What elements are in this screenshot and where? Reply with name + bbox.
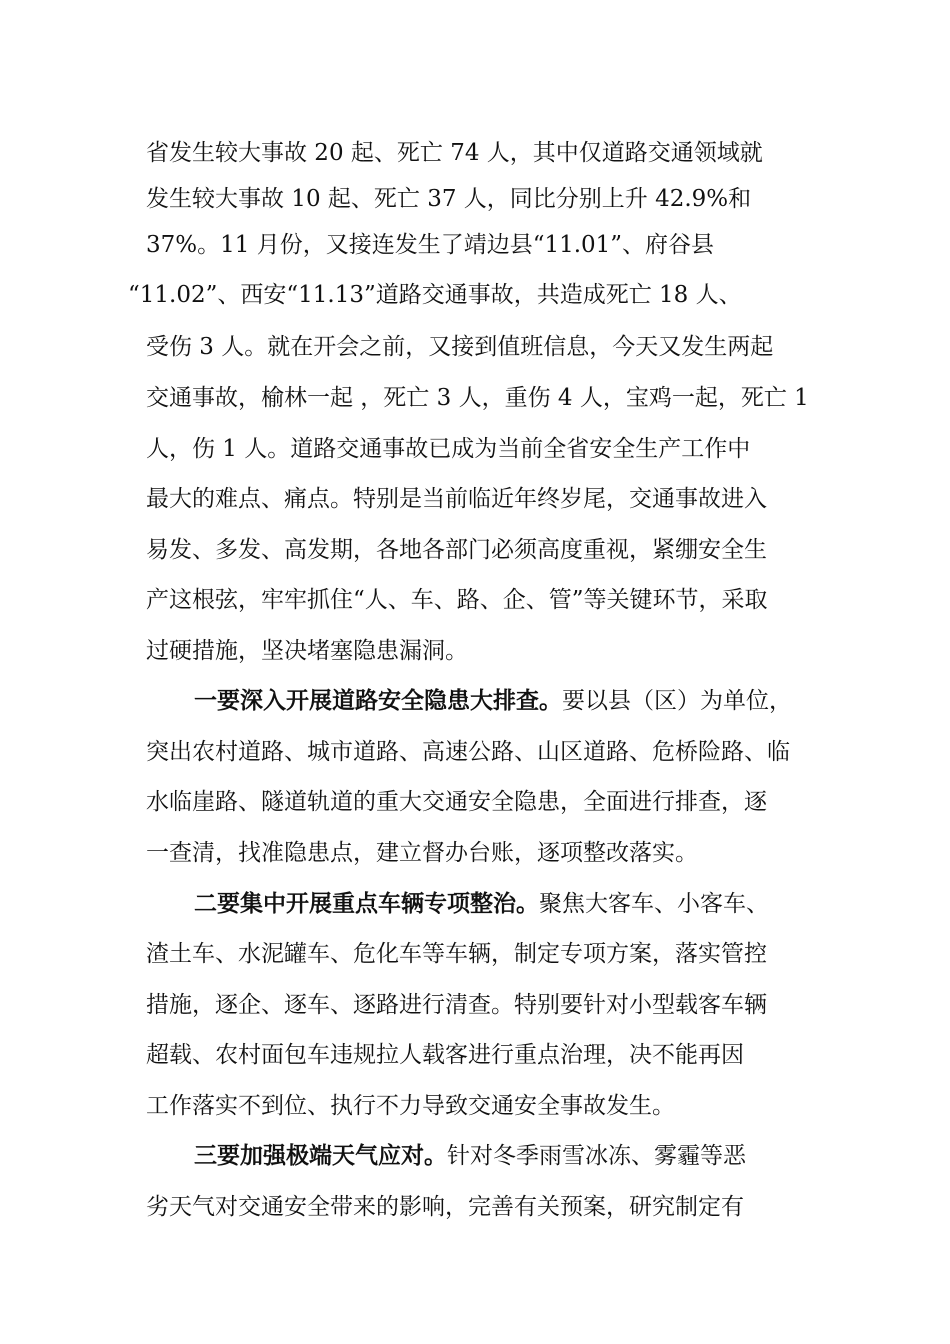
- text-line: 受伤 3 人。就在开会之前，又接到值班信息，今天又发生两起: [146, 334, 774, 360]
- item-2-heading: 二要集中开展重点车辆专项整治。: [194, 890, 539, 917]
- item-1-text: 要以县（区）为单位，: [562, 688, 792, 714]
- text-line: 人，伤 1 人。道路交通事故已成为当前全省安全生产工作中: [146, 436, 751, 462]
- item-3-first-line: [194, 1136, 836, 1176]
- text-line: 一查清，找准隐患点，建立督办台账，逐项整改落实。: [146, 840, 698, 866]
- item-1-heading: 一要深入开展道路安全隐患大排查。: [194, 687, 562, 714]
- item-3-heading: 三要加强极端天气应对。: [194, 1142, 447, 1169]
- text-line: 措施，逐企、逐车、逐路进行清查。特别要针对小型载客车辆: [146, 992, 767, 1018]
- text-line: 交通事故，榆林一起 ，死亡 3 人，重伤 4 人，宝鸡一起，死亡 1: [146, 385, 809, 411]
- text-line: 工作落实不到位、执行不力导致交通安全事故发生。: [146, 1093, 675, 1119]
- item-1-first-line: [194, 681, 836, 721]
- text-line: “11.02”、西安“11.13”道路交通事故，共造成死亡 18 人、: [128, 282, 742, 308]
- text-line: 37%。11 月份，又接连发生了靖边县“11.01”、府谷县: [146, 232, 715, 258]
- text-line: 突出农村道路、城市道路、高速公路、山区道路、危桥险路、临: [146, 739, 790, 765]
- text-line: 水临崖路、隧道轨道的重大交通安全隐患，全面进行排查，逐: [146, 789, 767, 815]
- text-line: 过硬措施，坚决堵塞隐患漏洞。: [146, 638, 468, 664]
- text-line: 超载、农村面包车违规拉人载客进行重点治理，决不能再因: [146, 1042, 744, 1068]
- item-3-text: 针对冬季雨雪冰冻、雾霾等恶: [447, 1143, 746, 1169]
- item-2-first-line: [194, 884, 836, 924]
- text-line: 省发生较大事故 20 起、死亡 74 人，其中仅道路交通领域就: [146, 140, 763, 166]
- item-2-text: 聚焦大客车、小客车、: [539, 891, 769, 917]
- text-line: 渣土车、水泥罐车、危化车等车辆，制定专项方案，落实管控: [146, 941, 767, 967]
- text-line: 劣天气对交通安全带来的影响，完善有关预案，研究制定有: [146, 1194, 744, 1220]
- text-line: 产这根弦，牢牢抓住“人、车、路、企、管”等关键环节，采取: [146, 587, 768, 613]
- text-line: 发生较大事故 10 起、死亡 37 人，同比分别上升 42.9%和: [146, 186, 752, 212]
- text-line: 最大的难点、痛点。特别是当前临近年终岁尾，交通事故进入: [146, 486, 767, 512]
- text-line: 易发、多发、高发期，各地各部门必须高度重视，紧绷安全生: [146, 537, 767, 563]
